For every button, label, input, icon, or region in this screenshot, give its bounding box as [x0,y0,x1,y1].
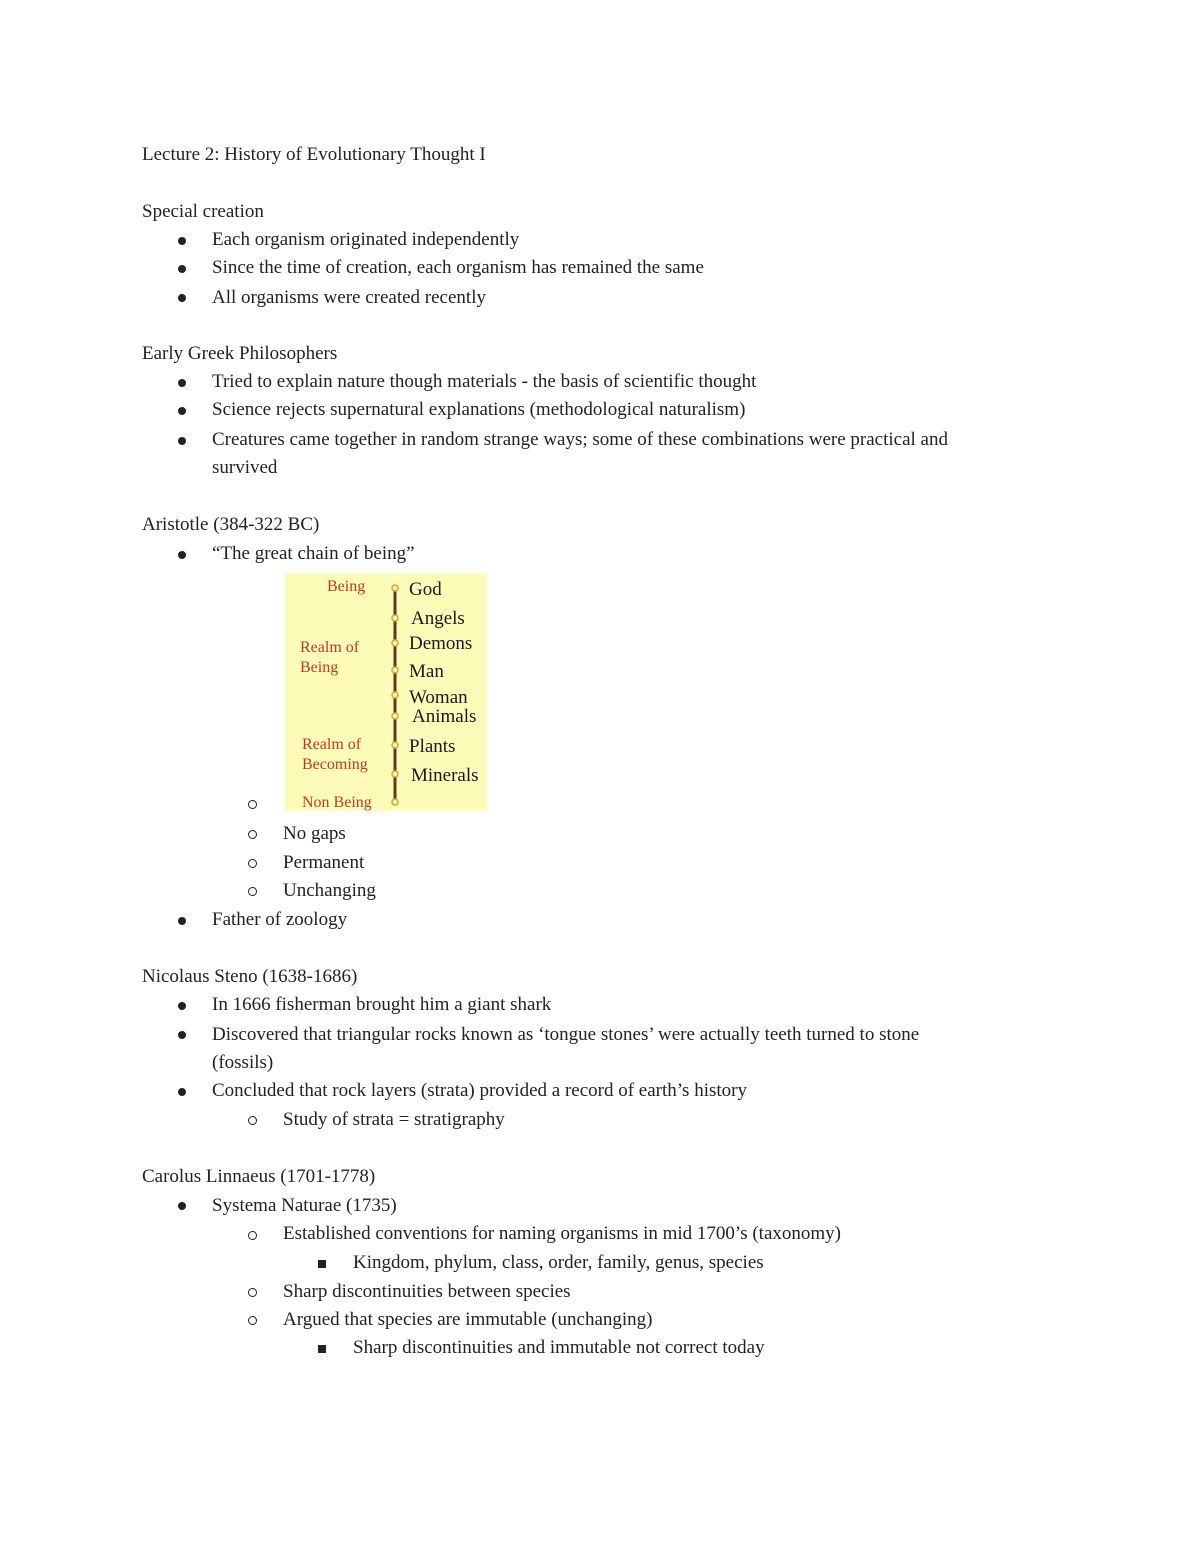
great-chain-diagram [285,573,487,811]
bullet-circle-icon [248,800,257,809]
list-subitem: Unchanging [283,880,376,901]
bullet-disc-icon [178,1088,186,1096]
chain-left-label: Non Being [302,794,372,811]
chain-right-label: God [409,579,442,600]
bullet-square-icon [318,1345,326,1353]
list-item: In 1666 fisherman brought him a giant shark [212,994,552,1015]
chain-right-label: Plants [409,736,456,757]
chain-left-label: Being [300,659,339,676]
chain-right-label: Minerals [411,765,479,786]
bullet-disc-icon [178,379,186,387]
bullet-circle-icon [248,830,257,839]
list-item: Each organism originated independently [212,229,520,250]
page-title: Lecture 2: History of Evolutionary Thought I [142,144,486,165]
heading-aristotle: Aristotle (384-322 BC) [142,514,320,535]
list-item: Father of zoology [212,909,348,930]
bullet-disc-icon [178,1031,186,1039]
list-subitem: No gaps [283,823,346,844]
bullet-disc-icon [178,265,186,273]
list-subsubitem: Sharp discontinuities and immutable not correct today [353,1337,765,1358]
bullet-disc-icon [178,407,186,415]
list-item-continuation: (fossils) [212,1052,274,1073]
list-item-continuation: survived [212,457,278,478]
chain-right-label: Demons [409,633,473,654]
heading-linnaeus: Carolus Linnaeus (1701-1778) [142,1166,376,1187]
list-subitem: Study of strata = stratigraphy [283,1109,505,1130]
list-subitem: Established conventions for naming organisms in mid 1700’s (taxonomy) [283,1223,841,1244]
chain-link-icon [392,615,398,621]
list-item: Systema Naturae (1735) [212,1195,397,1216]
bullet-circle-icon [248,1116,257,1125]
bullet-disc-icon [178,1202,186,1210]
chain-left-label: Becoming [302,756,368,773]
bullet-disc-icon [178,294,186,302]
chain-link-icon [392,585,398,591]
bullet-circle-icon [248,859,257,868]
bullet-circle-icon [248,1231,257,1240]
chain-link-icon [392,742,398,748]
list-item: Creatures came together in random strange ways; some of these combinations were practical and [212,429,948,450]
chain-link-icon [392,713,398,719]
bullet-disc-icon [178,551,186,559]
chain-left-label: Realm of [300,639,360,656]
great-chain-of-being-figure [285,573,487,811]
list-item: Concluded that rock layers (strata) provided a record of earth’s history [212,1080,747,1101]
chain-link-icon [392,771,398,777]
chain-link-icon [392,667,398,673]
bullet-circle-icon [248,1288,257,1297]
list-item: “The great chain of being” [212,543,415,564]
chain-link-icon [392,799,398,805]
bullet-disc-icon [178,237,186,245]
list-item: Since the time of creation, each organism has remained the same [212,257,704,278]
list-item: All organisms were created recently [212,287,486,308]
bullet-disc-icon [178,437,186,445]
list-subitem: Argued that species are immutable (unchanging) [283,1309,653,1330]
heading-steno: Nicolaus Steno (1638-1686) [142,966,358,987]
bullet-circle-icon [248,1316,257,1325]
bullet-disc-icon [178,1002,186,1010]
chain-link-icon [392,640,398,646]
chain-right-label: Woman [409,687,468,708]
chain-link-icon [392,692,398,698]
bullet-circle-icon [248,887,257,896]
bullet-square-icon [318,1260,326,1268]
chain-right-label: Angels [411,608,465,629]
chain-right-label: Animals [412,706,477,727]
heading-special-creation: Special creation [142,201,264,222]
chain-right-label: Man [409,661,444,682]
list-item: Tried to explain nature though materials - the basis of scientific thought [212,371,757,392]
chain-left-label: Being [327,578,366,595]
list-subitem: Sharp discontinuities between species [283,1281,571,1302]
bullet-disc-icon [178,917,186,925]
chain-left-label: Realm of [302,736,362,753]
list-subitem: Permanent [283,852,365,873]
list-item: Science rejects supernatural explanations (methodological naturalism) [212,399,746,420]
list-subsubitem: Kingdom, phylum, class, order, family, genus, species [353,1252,764,1273]
list-item: Discovered that triangular rocks known as ‘tongue stones’ were actually teeth turned to stone [212,1024,920,1045]
heading-early-greek: Early Greek Philosophers [142,343,338,364]
